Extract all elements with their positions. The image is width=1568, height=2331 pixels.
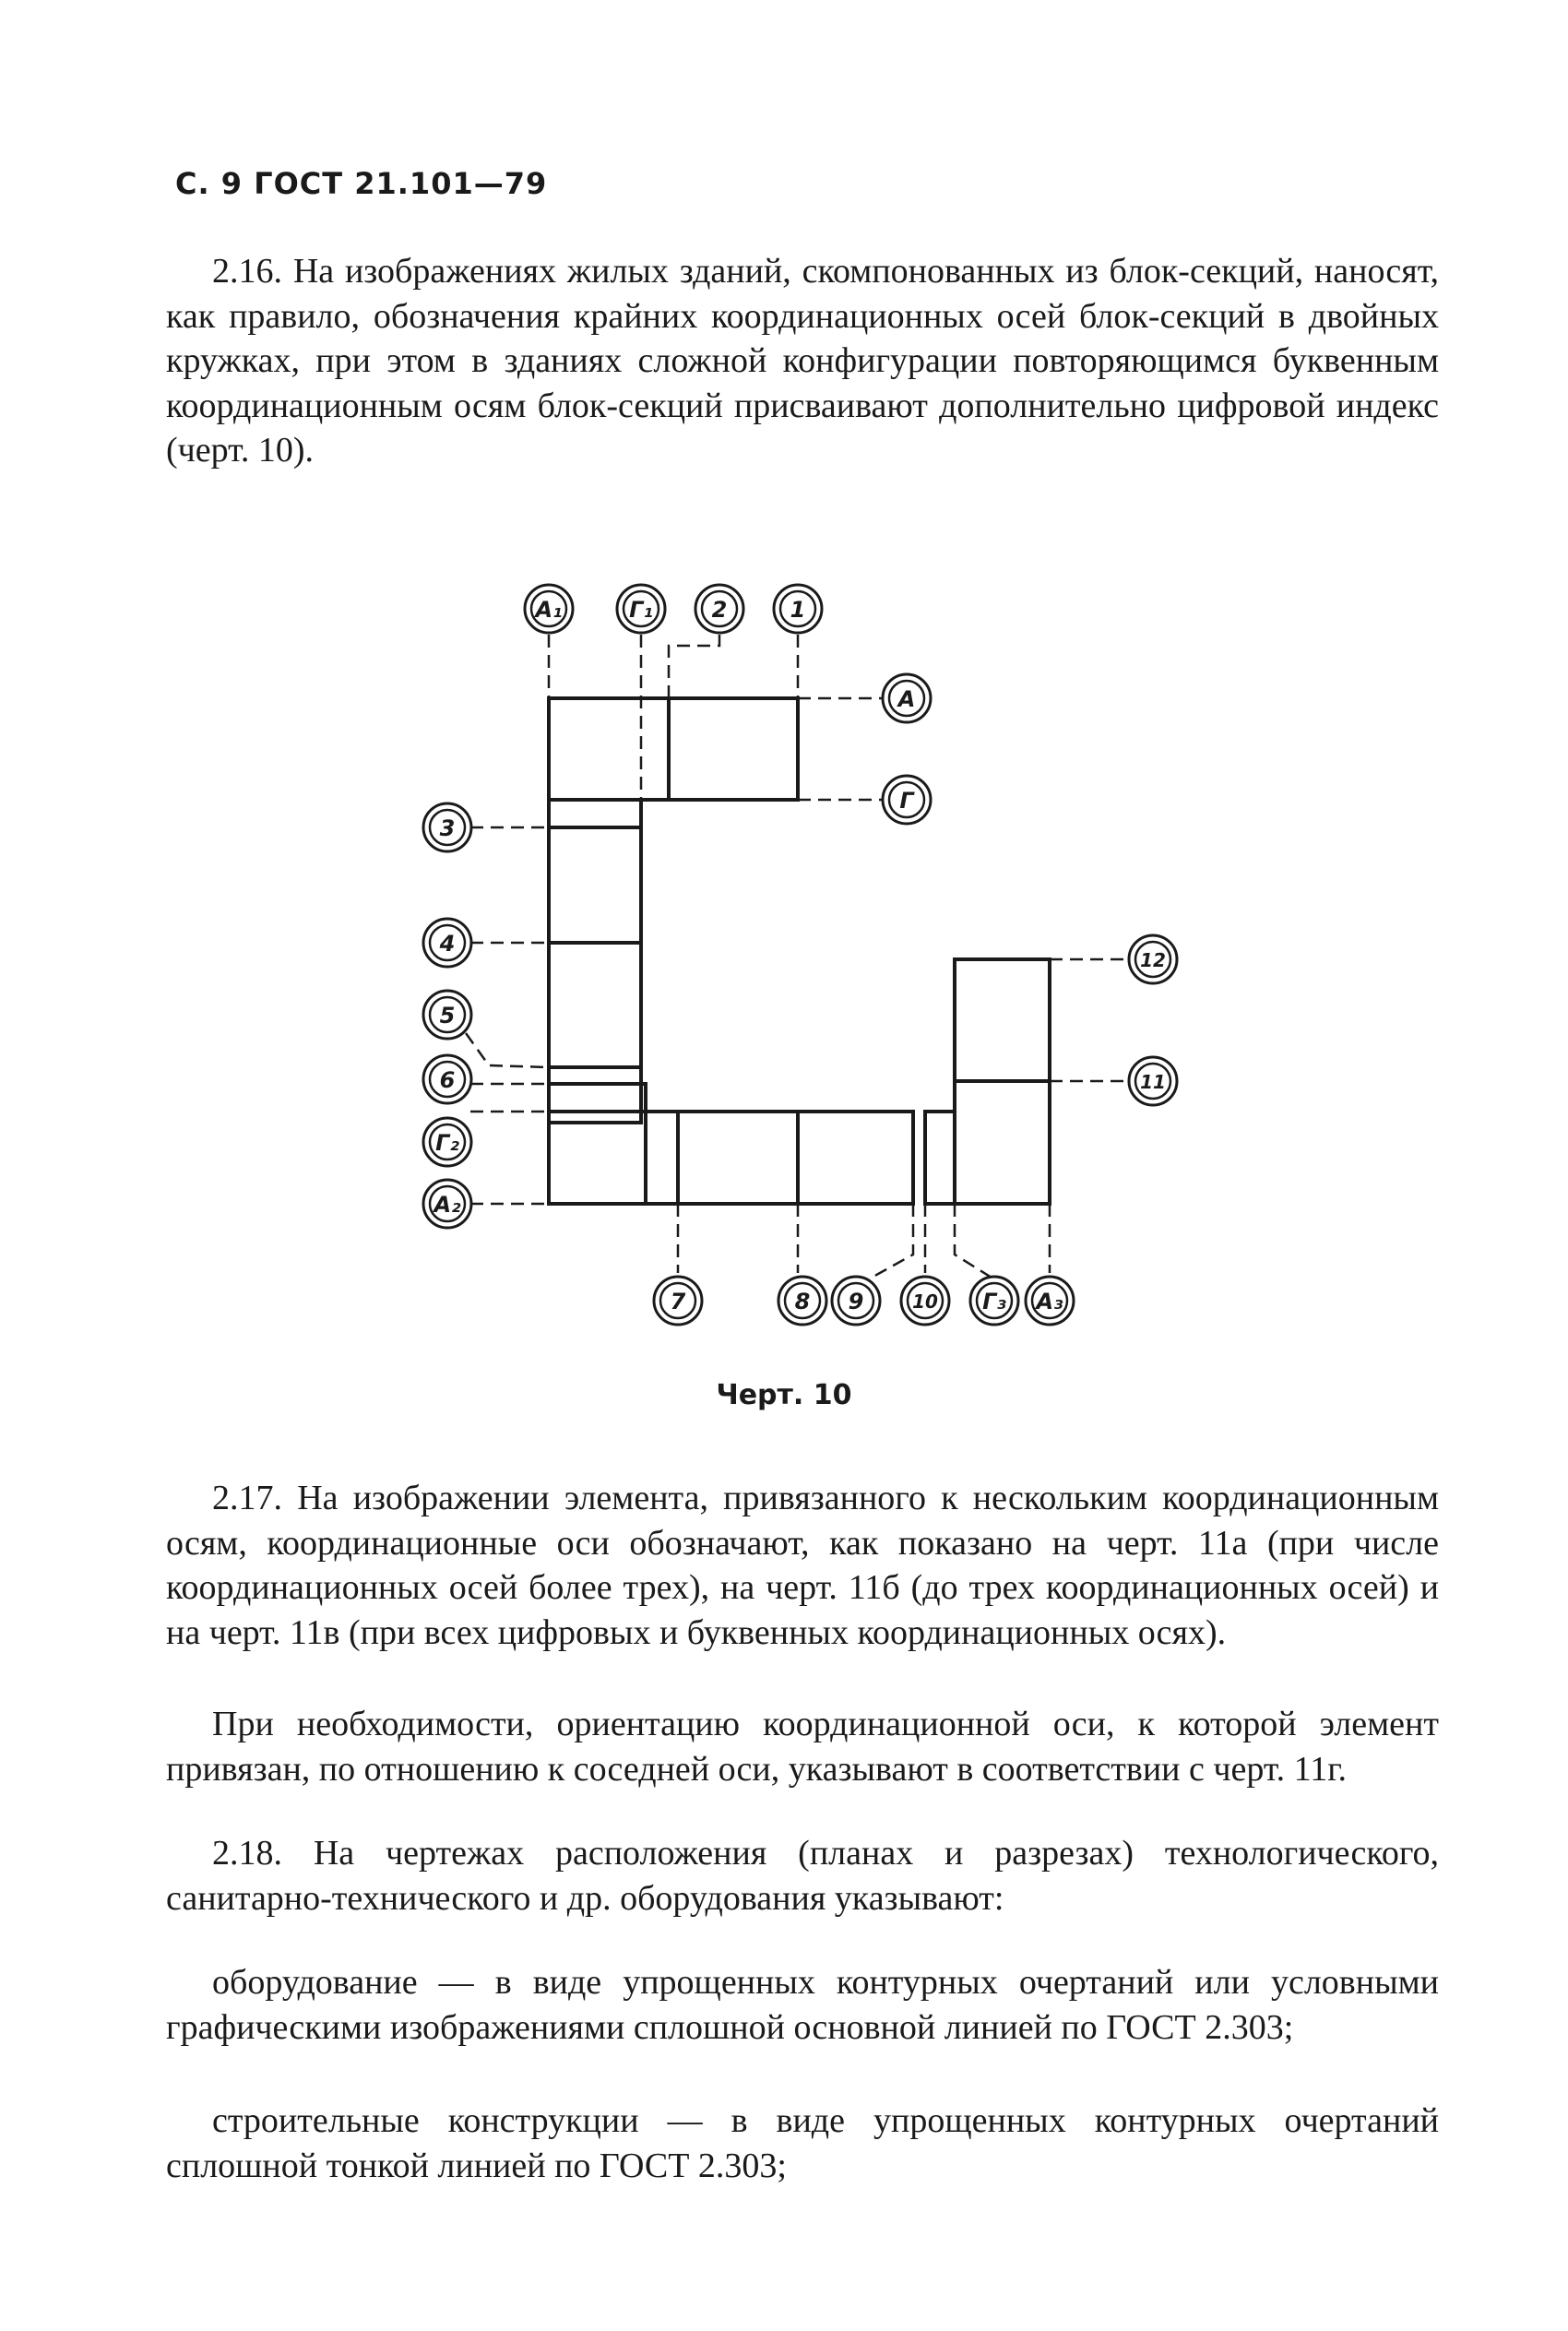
axis-marker-G3: [970, 1277, 1018, 1325]
gap: [643, 802, 669, 826]
paragraph-2-16: 2.16. На изображениях жилых зданий, скомпонованных из блок-секций, наносят, как правило, обозначения крайних координационных осей блок-секций в двойных кружках, при этом в зданиях сложной конфигурации повторяющимся буквенным координационным осям блок-секций присваивают дополнительно цифровой индекс (черт. 10).: [166, 252, 1439, 470]
marker-label: 12: [1140, 949, 1166, 971]
block-section: [549, 1067, 641, 1123]
marker-label: 4: [439, 931, 456, 957]
marker-label: 8: [794, 1289, 811, 1314]
marker-label: 10: [912, 1290, 938, 1313]
axis-marker-3: [423, 803, 471, 851]
block-section: [925, 1112, 955, 1204]
marker-label: Г: [899, 788, 914, 814]
axis-marker-10: [901, 1277, 949, 1325]
block-section: [798, 1112, 913, 1204]
axis-marker-G1: [617, 585, 665, 633]
marker-label: А₂: [434, 1192, 461, 1218]
axis-marker-2: [695, 585, 743, 633]
axis-marker-6: [423, 1055, 471, 1103]
block-section: [955, 1081, 1050, 1204]
block-section: [669, 698, 798, 800]
axis-marker-1: [774, 585, 822, 633]
marker-label: Г₂: [435, 1130, 459, 1156]
outline-gaps: [643, 802, 698, 1082]
block-section: [549, 1084, 646, 1112]
block-section: [549, 800, 641, 827]
block-section: [549, 943, 641, 1067]
axis-marker-A3: [1026, 1277, 1074, 1325]
axis-marker-G: [883, 776, 931, 824]
marker-label: 5: [439, 1003, 456, 1029]
axis-marker-12: [1129, 935, 1177, 983]
figure-caption: Черт. 10: [716, 1379, 852, 1411]
axis-marker-A1: [525, 585, 573, 633]
paragraph-2-18: 2.18. На чертежах расположения (планах и разрезах) технологического, санитарно-технического и др. оборудования указывают:: [166, 1834, 1439, 1918]
marker-label: 7: [670, 1289, 686, 1314]
block-section: [549, 827, 641, 943]
axis-marker-G2: [423, 1118, 471, 1166]
block-section: [678, 1112, 798, 1204]
marker-label: А: [897, 686, 916, 712]
marker-label: 1: [790, 597, 806, 623]
leader-line: [872, 1204, 913, 1278]
marker-label: А₁: [535, 597, 563, 623]
gap: [643, 1070, 698, 1082]
building-outline: [549, 698, 1050, 1204]
marker-label: 9: [848, 1289, 864, 1314]
marker-label: А₃: [1036, 1289, 1063, 1314]
marker-label: Г₁: [629, 597, 653, 623]
paragraph-2-17: 2.17. На изображении элемента, привязанного к нескольким координационным осям, координационные оси обозначают, как показано на черт. 11а (при числе координационных осей более трех), на черт. 11б (до трех координационных осей) и на черт. 11в (при всех цифровых и буквенных координационных осях).: [166, 1479, 1439, 1652]
paragraph-2-17-continuation: При необходимости, ориентацию координационной оси, к которой элемент привязан, по отношению к соседней оси, указывают в соответствии с черт. 11г.: [166, 1705, 1439, 1789]
block-section: [955, 959, 1050, 1081]
axis-marker-5: [423, 991, 471, 1039]
block-section: [549, 698, 669, 800]
leader-line: [955, 1204, 992, 1278]
axis-marker-7: [654, 1277, 702, 1325]
marker-label: 3: [439, 815, 456, 841]
marker-label: Г₃: [982, 1289, 1006, 1314]
block-section: [549, 1112, 678, 1204]
axis-marker-11: [1129, 1057, 1177, 1105]
marker-label: 6: [439, 1067, 456, 1093]
block-section: [646, 1112, 678, 1204]
axis-marker-A: [883, 674, 931, 722]
leader-line: [669, 635, 719, 698]
page-header: С. 9 ГОСТ 21.101—79: [175, 166, 548, 201]
leader-line: [466, 1033, 549, 1067]
axis-marker-A2: [423, 1180, 471, 1228]
axis-marker-8: [778, 1277, 826, 1325]
paragraph-2-18-constructions: строительные конструкции — в виде упрощенных контурных очертаний сплошной тонкой линией по ГОСТ 2.303;: [166, 2101, 1439, 2185]
marker-label: 2: [711, 597, 728, 623]
paragraph-2-18-equipment: оборудование — в виде упрощенных контурных очертаний или условными графическими изображениями сплошной основной линией по ГОСТ 2.303;: [166, 1963, 1439, 2047]
axis-marker-4: [423, 919, 471, 967]
marker-label: 11: [1140, 1071, 1166, 1093]
axis-marker-9: [832, 1277, 880, 1325]
